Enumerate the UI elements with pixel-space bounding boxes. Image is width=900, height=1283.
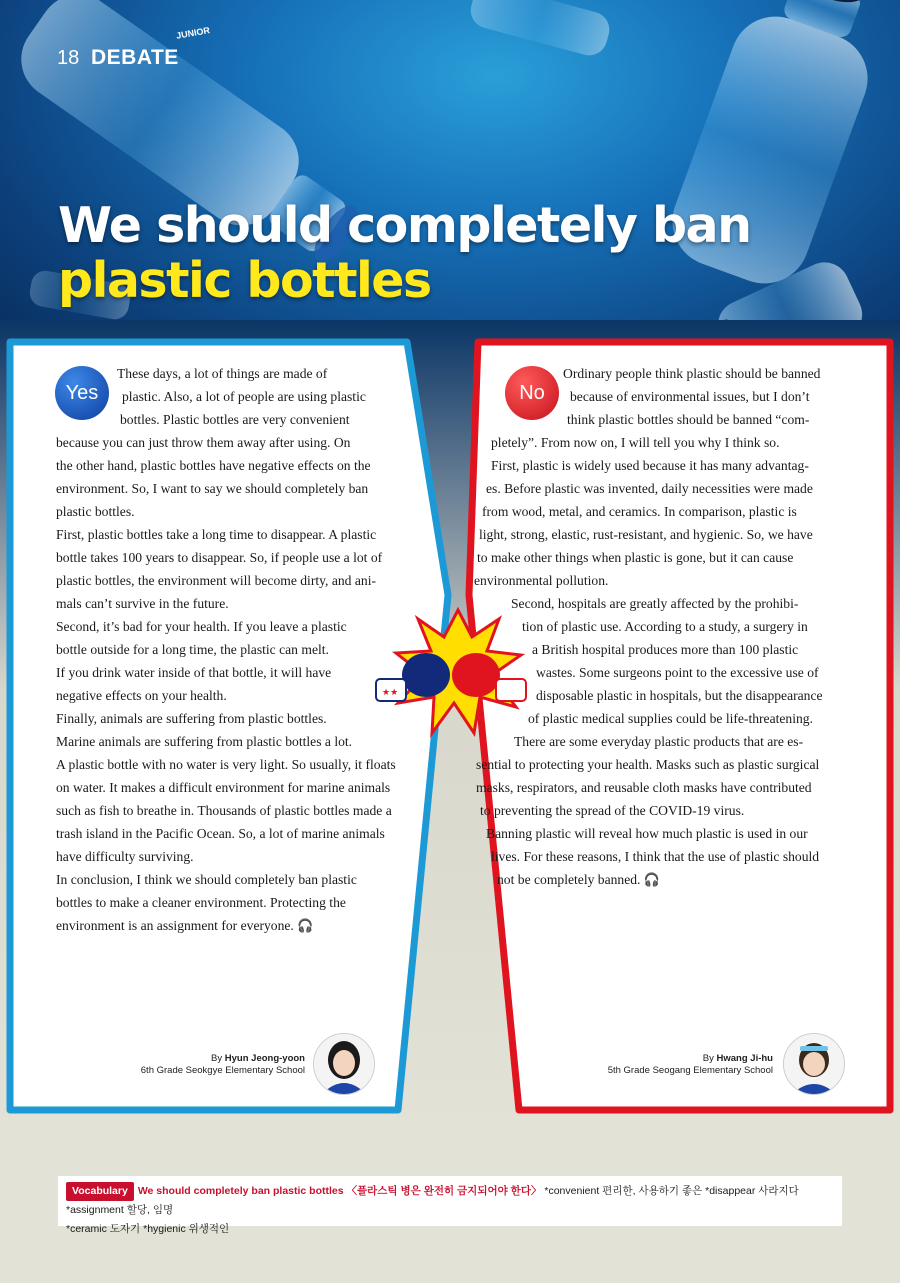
no-line: wastes. Some surgeons point to the excessive use of — [536, 665, 819, 680]
yes-line: the other hand, plastic bottles have negative effects on the — [56, 458, 371, 473]
vocabulary-box — [58, 1176, 842, 1235]
yes-author-line — [100, 1053, 305, 1065]
yes-line: plastic bottles, the environment will become dirty, and ani- — [56, 573, 376, 588]
yes-line: bottle outside for a long time, the plastic can melt. — [56, 642, 329, 657]
no-line: There are some everyday plastic products that are es- — [514, 734, 804, 749]
no-line: disposable plastic in hospitals, but the disappearance — [536, 688, 823, 703]
yes-line: have difficulty surviving. — [56, 849, 194, 864]
no-badge: No — [505, 366, 559, 420]
no-line: es. Before plastic was invented, daily necessities were made — [486, 481, 813, 496]
no-line — [474, 868, 854, 892]
vocabulary-terms-2: *ceramic 도자기 *hygienic 위생적인 — [66, 1223, 230, 1235]
yes-line: plastic. Also, a lot of people are using plastic — [122, 389, 366, 404]
yes-line: environment. So, I want to say we should completely ban — [56, 481, 369, 496]
yes-line: on water. It makes a difficult environment for marine animals — [56, 780, 391, 795]
yes-badge: Yes — [55, 366, 109, 420]
no-line: Ordinary people think plastic should be banned — [563, 366, 821, 381]
no-line: a British hospital produces more than 100 plastic — [532, 642, 799, 657]
yes-line: In conclusion, I think we should completely ban plastic — [56, 872, 357, 887]
yes-line: bottles to make a cleaner environment. Protecting the — [56, 895, 346, 910]
no-school: 5th Grade Seogang Elementary School — [607, 1065, 773, 1076]
section-tag: JUNIOR — [175, 25, 211, 41]
no-line: tion of plastic use. According to a study, a surgery in — [522, 619, 808, 634]
no-line: think plastic bottles should be banned “com- — [567, 412, 810, 427]
yes-line: Marine animals are suffering from plastic bottles a lot. — [56, 734, 353, 749]
yes-line: These days, a lot of things are made of — [117, 366, 328, 381]
title-line-1: We should completely ban — [58, 197, 751, 254]
yes-byline — [100, 1053, 305, 1077]
yes-author-avatar — [313, 1033, 375, 1095]
vocabulary-label: Vocabulary — [66, 1182, 134, 1201]
yes-line: bottles. Plastic bottles are very convenient — [120, 412, 350, 427]
yes-school: 6th Grade Seokgye Elementary School — [140, 1065, 305, 1076]
yes-by: By — [211, 1053, 223, 1064]
yes-line: trash island in the Pacific Ocean. So, a lot of marine animals — [56, 826, 385, 841]
no-author-line — [568, 1053, 773, 1065]
svg-text:★★: ★★ — [382, 688, 399, 698]
no-author-photo — [784, 1034, 844, 1094]
yes-line: Finally, animals are suffering from plastic bottles. — [56, 711, 327, 726]
no-line: because of environmental issues, but I don’t — [570, 389, 810, 404]
no-line: of plastic medical supplies could be life-threatening. — [528, 711, 813, 726]
no-line: First, plastic is widely used because it has many advantag- — [491, 458, 809, 473]
vocabulary-terms-1: *convenient 편리한, 사용하기 좋은 *disappear 사라지다 *assignment 할당, 임명 — [66, 1185, 799, 1216]
no-line: light, strong, elastic, rust-resistant, and hygienic. So, we have — [479, 527, 813, 542]
yes-line: because you can just throw them away after using. On — [56, 435, 351, 450]
no-line: lives. For these reasons, I think that the use of plastic should — [491, 849, 820, 864]
yes-line: plastic bottles. — [56, 504, 135, 519]
no-argument — [474, 362, 854, 892]
yes-last-line: environment is an assignment for everyone. — [56, 918, 294, 933]
yes-argument — [56, 362, 436, 938]
yes-author: Hyun Jeong-yoon — [224, 1053, 305, 1064]
yes-line: mals can’t survive in the future. — [56, 596, 229, 611]
no-line: Banning plastic will reveal how much plastic is used in our — [486, 826, 808, 841]
no-line: Second, hospitals are greatly affected by the prohibi- — [511, 596, 799, 611]
no-line: environmental pollution. — [474, 573, 609, 588]
no-line: from wood, metal, and ceramics. In comparison, plastic is — [482, 504, 797, 519]
yes-line: A plastic bottle with no water is very light. So usually, it floats — [56, 757, 396, 772]
yes-line: such as fish to breathe in. Thousands of plastic bottles made a — [56, 803, 392, 818]
title-line-2: plastic bottles — [58, 252, 431, 309]
no-author-avatar — [783, 1033, 845, 1095]
no-line: to preventing the spread of the COVID-19 virus. — [480, 803, 745, 818]
headphones-icon[interactable]: 🎧 — [643, 873, 661, 888]
no-last-line: not be completely banned. — [497, 872, 641, 887]
yes-line: bottle takes 100 years to disappear. So, if people use a lot of — [56, 550, 383, 565]
no-byline — [568, 1053, 773, 1077]
no-line: to make other things when plastic is gone, but it can cause — [477, 550, 794, 565]
yes-line: If you drink water inside of that bottle, it will have — [56, 665, 332, 680]
no-author: Hwang Ji-hu — [716, 1053, 773, 1064]
no-line: sential to protecting your health. Masks such as plastic surgical — [476, 757, 820, 772]
section-title: DEBATE — [91, 46, 179, 69]
no-line: pletely”. From now on, I will tell you why I think so. — [491, 435, 780, 450]
yes-line — [56, 914, 436, 938]
no-line: masks, respirators, and reusable cloth masks have contributed — [476, 780, 812, 795]
vocabulary-headline: We should completely ban plastic bottles 〈플라스틱 병은 완전히 금지되어야 한다〉 — [137, 1185, 542, 1197]
headphones-icon[interactable]: 🎧 — [297, 919, 314, 934]
no-by: By — [702, 1053, 714, 1064]
yes-line: First, plastic bottles take a long time to disappear. A plastic — [56, 527, 377, 542]
yes-line: Second, it’s bad for your health. If you leave a plastic — [56, 619, 347, 634]
yes-line: negative effects on your health. — [56, 688, 227, 703]
page-number: 18 — [57, 47, 80, 69]
yes-author-photo — [314, 1034, 374, 1094]
